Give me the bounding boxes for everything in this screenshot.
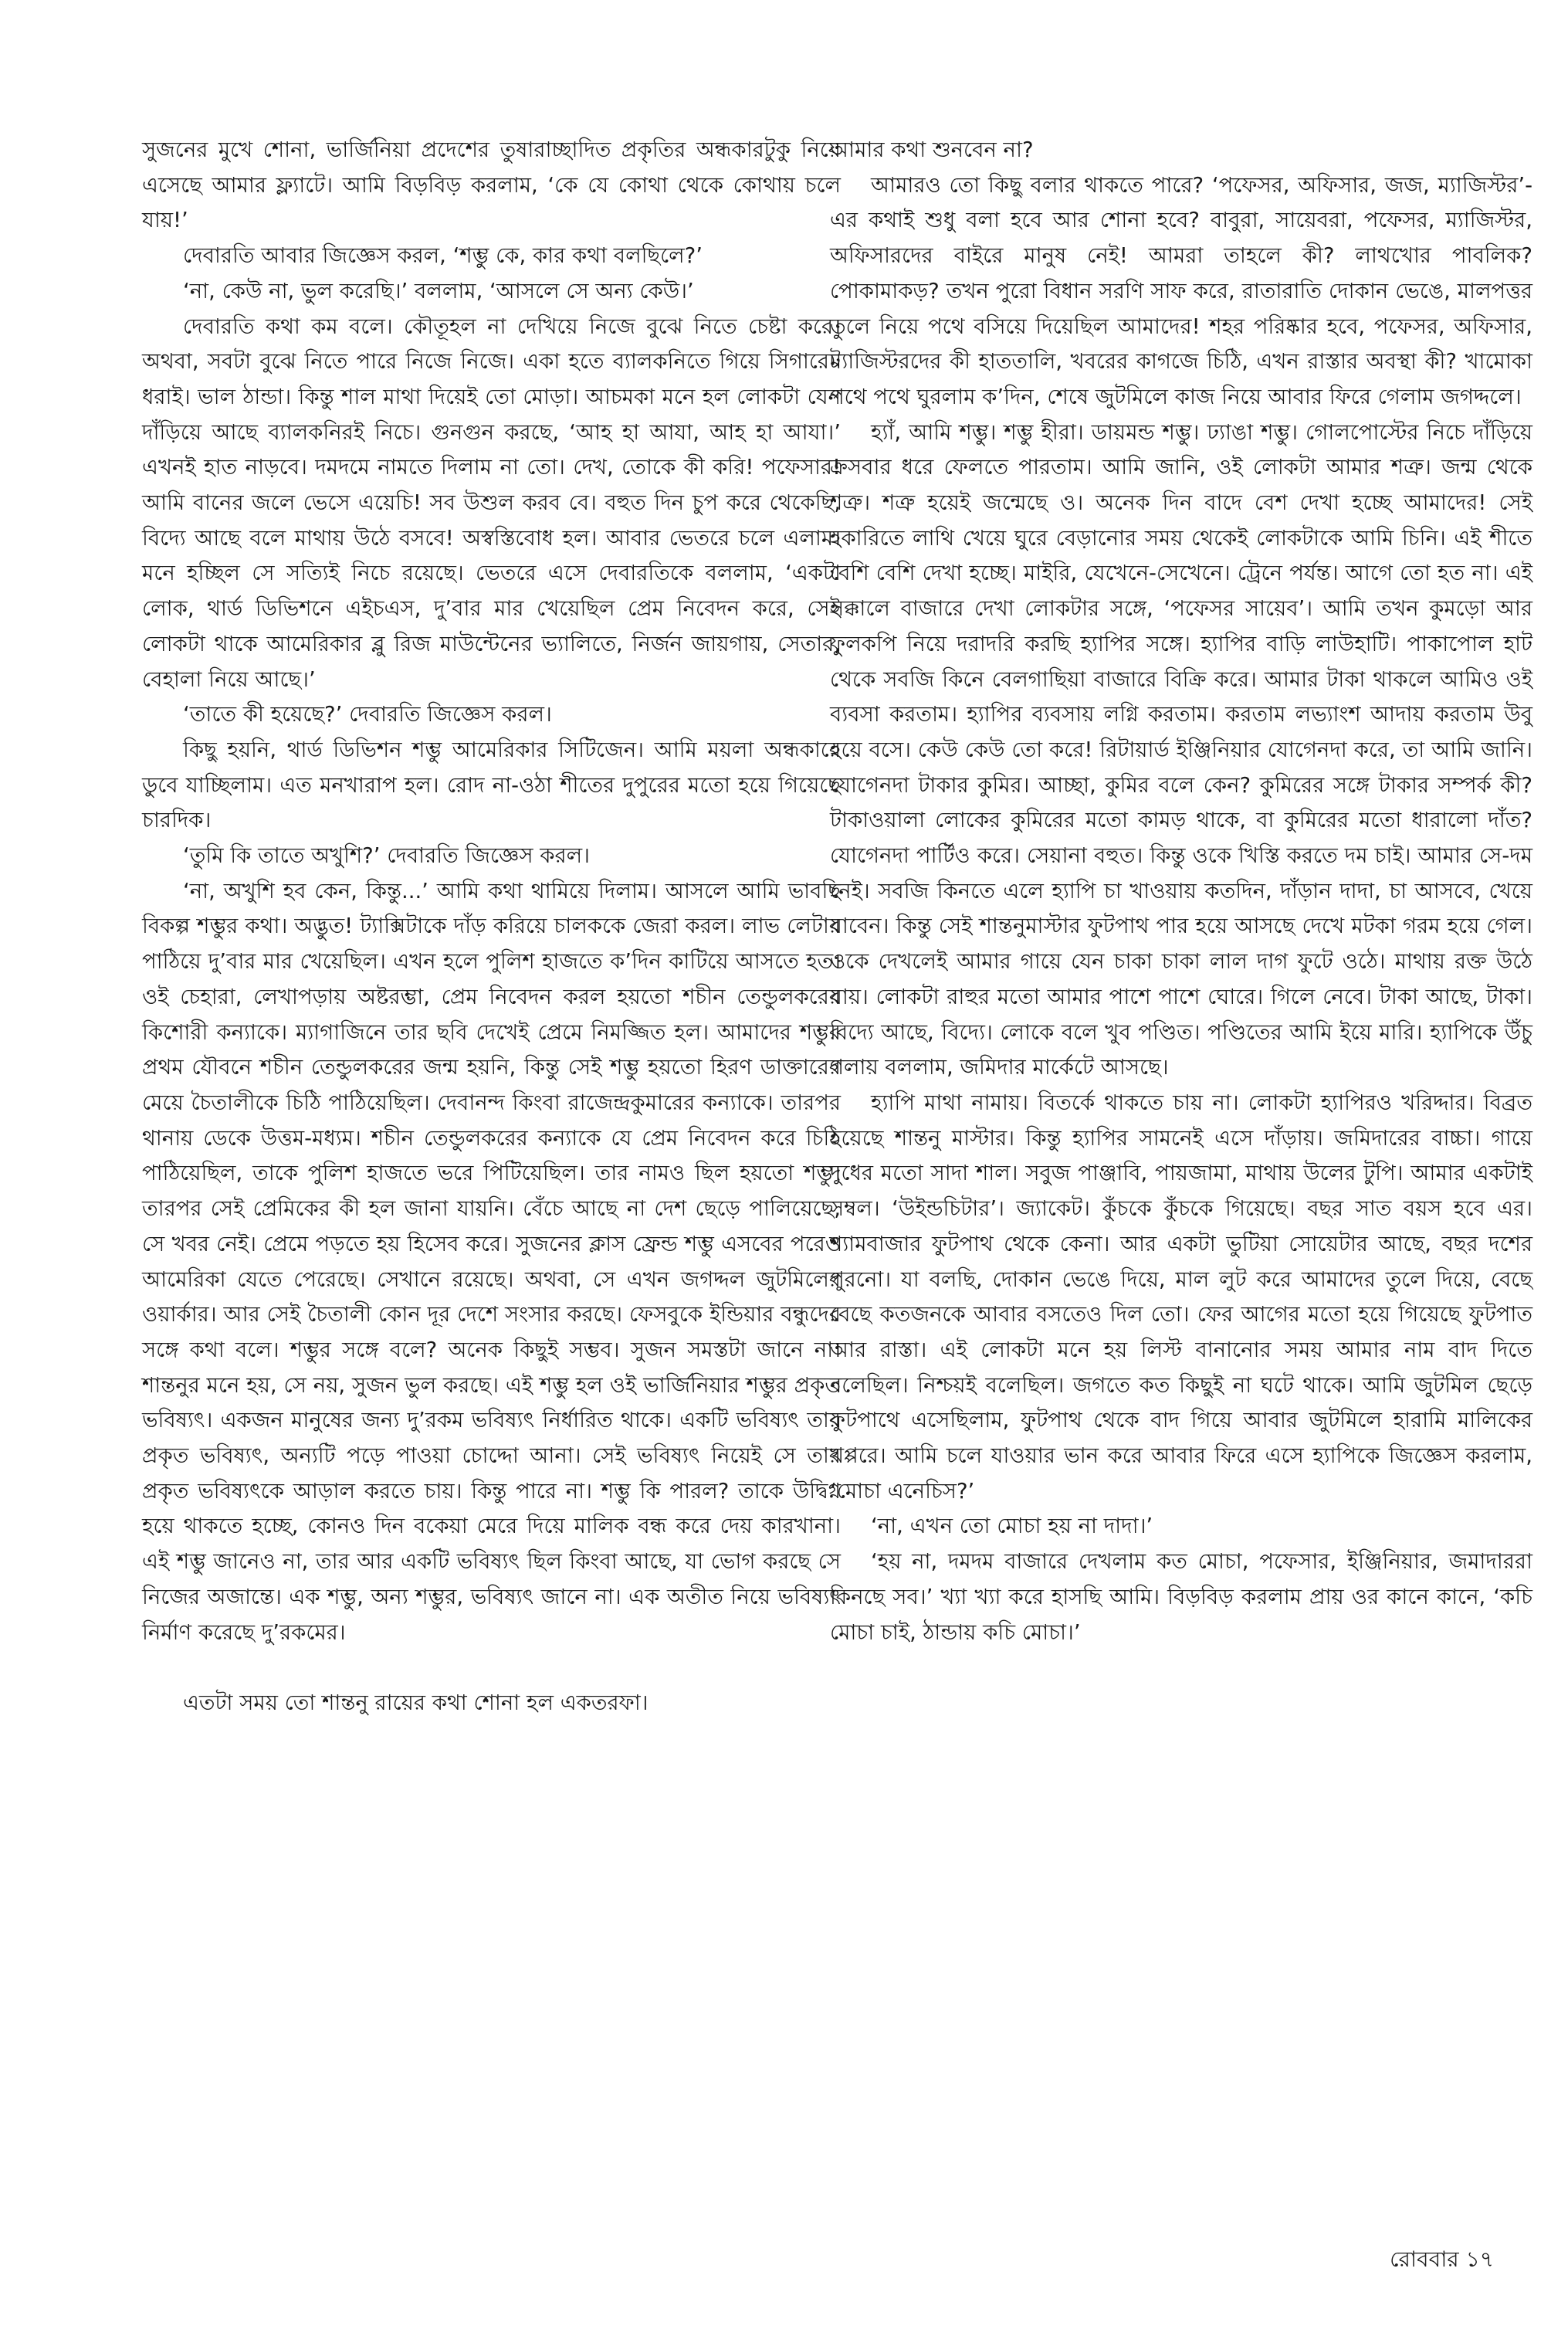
page-footer: রোববার ১৭ <box>1390 2246 1494 2272</box>
paragraph: ‘না, অখুশি হব কেন, কিন্তু...’ আমি কথা থামিয়ে দিলাম। আসলে আমি ভাবছি বিকল্প শম্ভুর কথা। অদ্ভুত! ট্যাক্সিটাকে দাঁড় করিয়ে চালককে জেরা করল। লাভ লেটার পাঠিয়ে দু’বার মার খেয়েছিল। এখন হলে পুলিশ হাজতে ক’দিন কাটিয়ে আসতে হত। ওই চেহারা, লেখাপড়ায় অষ্টরম্ভা, প্রেম নিবেদন করল হয়তো শচীন তেন্ডুলকরের কিশোরী কন্যাকে। ম্যাগাজিনে তার ছবি দেখেই প্রেমে নিমজ্জিত হল। আমাদের শম্ভুর প্রথম যৌবনে শচীন তেন্ডুলকরের জন্ম হয়নি, কিন্তু সেই শম্ভু হয়তো হিরণ ডাক্তারের মেয়ে চৈতালীকে চিঠি পাঠিয়েছিল। দেবানন্দ কিংবা রাজেন্দ্রকুমারের কন্যাকে। তারপর থানায় ডেকে উত্তম-মধ্যম। শচীন তেন্ডুলকরের কন্যাকে যে প্রেম নিবেদন করে চিঠি পাঠিয়েছিল, তাকে পুলিশ হাজতে ভরে পিটিয়েছিল। তার নামও ছিল হয়তো শম্ভু। তারপর সেই প্রেমিকের কী হল জানা যায়নি। বেঁচে আছে না দেশ ছেড়ে পালিয়েছে, সে খবর নেই। প্রেমে পড়তে হয় হিসেব করে। সুজনের ক্লাস ফ্রেন্ড শম্ভু এসবের পরেও আমেরিকা যেতে পেরেছে। সেখানে রয়েছে। অথবা, সে এখন জগদ্দল জুটমিলের ওয়ার্কার। আর সেই চৈতালী কোন দূর দেশে সংসার করছে। ফেসবুকে ইন্ডিয়ার বন্ধুদের সঙ্গে কথা বলে। শম্ভুর সঙ্গে বলে? অনেক কিছুই সম্ভব। সুজন সমস্তটা জানে না। শান্তনুর মনে হয়, সে নয়, সুজন ভুল করছে। এই শম্ভু হল ওই ভার্জিনিয়ার শম্ভুর প্রকৃত ভবিষ্যৎ। একজন মানুষের জন্য দু’রকম ভবিষ্যৎ নির্ধারিত থাকে। একটি ভবিষ্যৎ তার প্রকৃত ভবিষ্যৎ, অন্যটি পড়ে পাওয়া চোদ্দো আনা। সেই ভবিষ্যৎ নিয়েই সে তার প্রকৃত ভবিষ্যৎকে আড়াল করতে চায়। কিন্তু পারে না। শম্ভু কি পারল? তাকে উদ্বিগ্ন হয়ে থাকতে হচ্ছে, কোনও দিন বকেয়া মেরে দিয়ে মালিক বন্ধ করে দেয় কারখানা। এই শম্ভু জানেও না, তার আর একটি ভবিষ্যৎ ছিল কিংবা আছে, যা ভোগ করছে সে নিজের অজান্তে। এক শম্ভু, অন্য শম্ভুর, ভবিষ্যৎ জানে না। এক অতীত নিয়ে ভবিষ্যৎ নির্মাণ করেছে দু’রকমের। <box>142 878 841 1645</box>
right-column <box>830 133 1532 1650</box>
paragraph: ‘তুমি কি তাতে অখুশি?’ দেবারতি জিজ্ঞেস করল। <box>183 843 590 869</box>
left-column <box>142 133 841 1721</box>
paragraph: দেবারতি আবার জিজ্ঞেস করল, ‘শম্ভু কে, কার কথা বলছিলে?’ <box>183 243 703 269</box>
paragraph: ‘তাতে কী হয়েছে?’ দেবারতি জিজ্ঞেস করল। <box>183 702 552 727</box>
paragraph: ‘না, এখন তো মোচা হয় না দাদা।’ <box>871 1514 1153 1539</box>
paragraph: আমার কথা শুনবেন না? <box>830 137 1034 162</box>
paragraph: দেবারতি কথা কম বলে। কৌতূহল না দেখিয়ে নিজে বুঝে নিতে চেষ্টা করে। অথবা, সবটা বুঝে নিতে পারে নিজে নিজে। একা হতে ব্যালকনিতে গিয়ে সিগারেট ধরাই। ভাল ঠান্ডা। কিন্তু শাল মাথা দিয়েই তো মোড়া। আচমকা মনে হল লোকটা যেন দাঁড়িয়ে আছে ব্যালকনিরই নিচে। গুনগুন করছে, ‘আহ হা আযা, আহ হা আযা।’ এখনই হাত নাড়বে। দমদমে নামতে দিলাম না তো। দেখ, তোকে কী করি! পফেসার! আমি বানের জলে ভেসে এয়েচি! সব উশুল করব বে। বহুত দিন চুপ করে থেকেছি, বিদ্যে আছে বলে মাথায় উঠে বসবে! অস্বস্তিবোধ হল। আবার ভেতরে চলে এলাম। মনে হচ্ছিল সে সত্যিই নিচে রয়েছে। ভেতরে এসে দেবারতিকে বললাম, ‘একটা লোক, থার্ড ডিভিশনে এইচএস, দু’বার মার খেয়েছিল প্রেম নিবেদন করে, সেই লোকটা থাকে আমেরিকার ব্লু রিজ মাউন্টেনের ভ্যালিতে, নির্জন জায়গায়, সেতার, বেহালা নিয়ে আছে।’ <box>142 314 841 692</box>
paragraph: সুজনের মুখে শোনা, ভার্জিনিয়া প্রদেশের তুষারাচ্ছাদিত প্রকৃতির অন্ধকারটুকু নিয়ে এসেছে আমার ফ্ল্যাটে। আমি বিড়বিড় করলাম, ‘কে যে কোথা থেকে কোথায় চলে যায়!’ <box>142 137 841 233</box>
paragraph: এতটা সময় তো শান্তনু রায়ের কথা শোনা হল একতরফা। <box>183 1690 649 1716</box>
paragraph: কিছু হয়নি, থার্ড ডিভিশন শম্ভু আমেরিকার সিটিজেন। আমি ময়লা অন্ধকারে ডুবে যাচ্ছিলাম। এত মনখারাপ হল। রোদ না-ওঠা শীতের দুপুরের মতো হয়ে গিয়েছে চারদিক। <box>142 737 841 833</box>
paragraph: আমারও তো কিছু বলার থাকতে পারে? ‘পফেসর, অফিসার, জজ, ম্যাজিস্টর’-এর কথাই শুধু বলা হবে আর শোনা হবে? বাবুরা, সায়েবরা, পফেসর, ম্যাজিস্টর, অফিসারদের বাইরে মানুষ নেই! আমরা তাহলে কী? লাথখোর পাবলিক? পোকামাকড়? তখন পুরো বিধান সরণি সাফ করে, রাতারাতি দোকান ভেঙে, মালপত্তর তুলে নিয়ে পথে বসিয়ে দিয়েছিল আমাদের! শহর পরিষ্কার হবে, পফেসর, অফিসার, ম্যাজিস্টরদের কী হাততালি, খবরের কাগজে চিঠি, এখন রাস্তার অবস্থা কী? খামোকা পথে পথে ঘুরলাম ক’দিন, শেষে জুটমিলে কাজ নিয়ে আবার ফিরে গেলাম জগদ্দলে। <box>830 172 1532 409</box>
paragraph: ‘না, কেউ না, ভুল করেছি।’ বললাম, ‘আসলে সে অন্য কেউ।’ <box>183 278 694 303</box>
paragraph: হ্যাঁ, আমি শম্ভু। শম্ভু হীরা। ডায়মন্ড শম্ভু। ঢ্যাঙা শম্ভু। গোলপোস্টের নিচে দাঁড়িয়ে ক্রসবার ধরে ফেলতে পারতাম। আমি জানি, ওই লোকটা আমার শত্রু। জন্ম থেকে শত্রু। শত্রু হয়েই জন্মেছে ও। অনেক দিন বাদে বেশ দেখা হচ্ছে আমাদের! সেই হকারিতে লাথি খেয়ে ঘুরে বেড়ানোর সময় থেকেই লোকটাকে আমি চিনি। এই শীতে বেশি বেশি দেখা হচ্ছে। মাইরি, যেখেনে-সেখেনে। ট্রেনে পর্যন্ত। আগে তো হত না। এই সক্কালে বাজারে দেখা লোকটার সঙ্গে, ‘পফেসর সায়েব’। আমি তখন কুমড়ো আর ফুলকপি নিয়ে দরাদরি করছি হ্যাপির সঙ্গে। হ্যাপির বাড়ি লাউহাটি। পাকাপোল হাট থেকে সবজি কিনে বেলগাছিয়া বাজারে বিক্রি করে। আমার টাকা থাকলে আমিও ওই ব্যবসা করতাম। হ্যাপির ব্যবসায় লগ্নি করতাম। করতাম লভ্যাংশ আদায় করতাম উবু হয়ে বসে। কেউ কেউ তো করে! রিটায়ার্ড ইঞ্জিনিয়ার যোগেনদা করে, তা আমি জানি। যোগেনদা টাকার কুমির। আচ্ছা, কুমির বলে কেন? কুমিরের সঙ্গে টাকার সম্পর্ক কী? টাকাওয়ালা লোকের কুমিরের মতো কামড় থাকে, বা কুমিরের মতো ধারালো দাঁত? যোগেনদা পার্টিও করে। সেয়ানা বহুত। কিন্তু ওকে খিস্তি করতে দম চাই। আমার সে-দম নেই। সবজি কিনতে এলে হ্যাপি চা খাওয়ায় কতদিন, দাঁড়ান দাদা, চা আসবে, খেয়ে যাবেন। কিন্তু সেই শান্তনুমাস্টার ফুটপাথ পার হয়ে আসছে দেখে মটকা গরম হয়ে গেল। ওকে দেখলেই আমার গায়ে যেন চাকা চাকা লাল দাগ ফুটে ওঠে। মাথায় রক্ত উঠে যায়। লোকটা রাহুর মতো আমার পাশে পাশে ঘোরে। গিলে নেবে। টাকা আছে, টাকা। বিদ্যে আছে, বিদ্যে। লোকে বলে খুব পণ্ডিত। পণ্ডিতের আমি ইয়ে মারি। হ্যাপিকে উঁচু গলায় বললাম, জমিদার মার্কেটে আসছে। <box>830 419 1532 1080</box>
paragraph: হ্যাপি মাথা নামায়। বিতর্কে থাকতে চায় না। লোকটা হ্যাপিরও খরিদ্দার। বিব্রত হয়েছে শান্তনু মাস্টার। কিন্তু হ্যাপির সামনেই এসে দাঁড়ায়। জমিদারের বাচ্চা। গায়ে দুধের মতো সাদা শাল। সবুজ পাঞ্জাবি, পায়জামা, মাথায় উলের টুপি। আমার একটাই সম্বল। ‘উইন্ডচিটার’। জ্যাকেট। কুঁচকে কুঁচকে গিয়েছে। বছর সাত বয়স হবে এর। শ্যামবাজার ফুটপাথ থেকে কেনা। আর একটা ভুটিয়া সোয়েটার আছে, বছর দশের পুরনো। যা বলছি, দোকান ভেঙে দিয়ে, মাল লুট করে আমাদের তুলে দিয়ে, বেছে বেছে কতজনকে আবার বসতেও দিল তো। ফের আগের মতো হয়ে গিয়েছে ফুটপাত আর রাস্তা। এই লোকটা মনে হয় লিস্ট বানানোর সময় আমার নাম বাদ দিতে বলেছিল। নিশ্চয়ই বলেছিল। জগতে কত কিছুই না ঘটে থাকে। আমি জুটমিল ছেড়ে ফুটপাথে এসেছিলাম, ফুটপাথ থেকে বাদ গিয়ে আবার জুটমিলে হারামি মালিকের খপ্পরে। আমি চলে যাওয়ার ভান করে আবার ফিরে এসে হ্যাপিকে জিজ্ঞেস করলাম, ‘মোচা এনেচিস?’ <box>830 1090 1532 1504</box>
paragraph: ‘হয় না, দমদম বাজারে দেখলাম কত মোচা, পফেসার, ইঞ্জিনিয়ার, জমাদাররা কিনছে সব।’ খ্যা খ্যা করে হাসছি আমি। বিড়বিড় করলাম প্রায় ওর কানে কানে, ‘কচি মোচা চাই, ঠান্ডায় কচি মোচা।’ <box>830 1549 1532 1645</box>
